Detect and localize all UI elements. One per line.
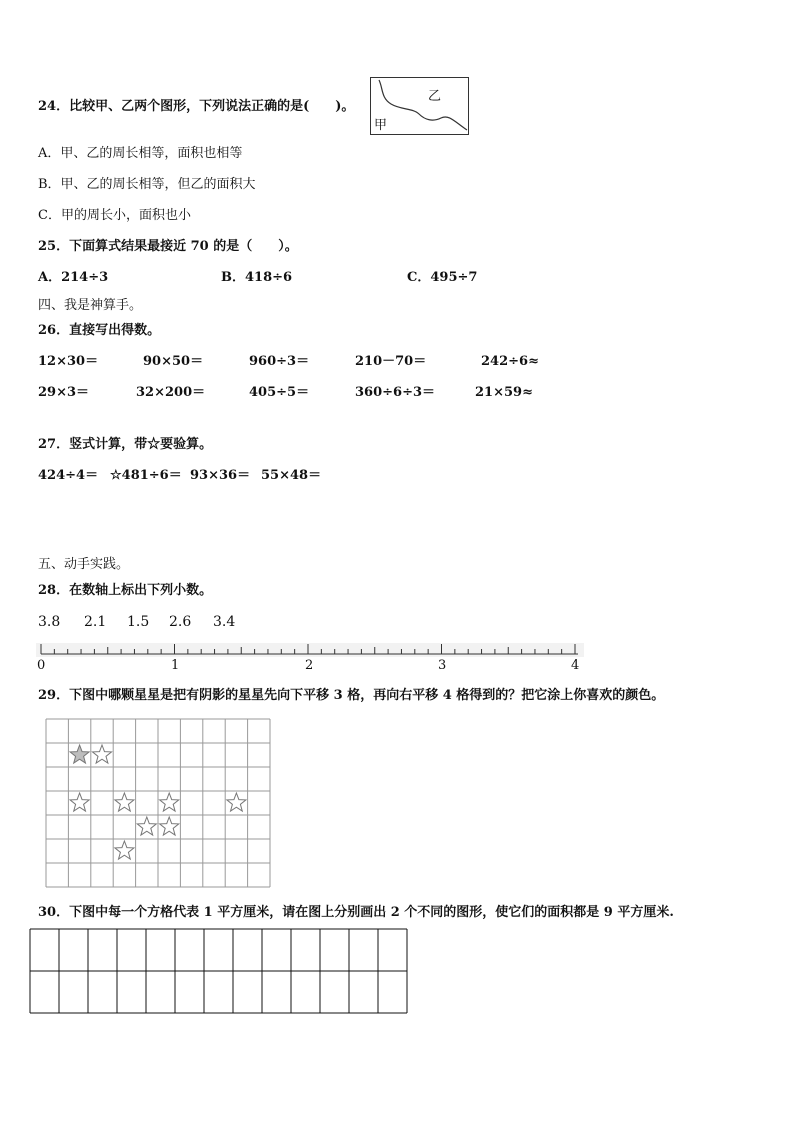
q29-grid-svg xyxy=(45,718,271,888)
q29-star-grid xyxy=(45,718,271,888)
q25-option-b: B．418÷6 xyxy=(221,270,293,285)
q26-item: 21×59≈ xyxy=(475,385,533,400)
q26-item: 405÷5＝ xyxy=(249,385,310,400)
q27-item: 424÷4＝ xyxy=(38,468,99,483)
q24-stem: 24．比较甲、乙两个图形，下列说法正确的是( )。 xyxy=(38,99,355,114)
q26-stem: 26．直接写出得数。 xyxy=(38,323,161,338)
number-line xyxy=(36,643,584,675)
star-icon xyxy=(137,817,156,835)
shaded-star-icon xyxy=(70,745,89,763)
axis-label: 4 xyxy=(571,658,580,673)
axis-label: 3 xyxy=(438,658,447,673)
q28-decimal: 2.6 xyxy=(169,614,192,630)
q26-item: 32×200＝ xyxy=(136,385,206,400)
q28-decimal: 1.5 xyxy=(127,614,150,630)
q26-item: 360÷6÷3＝ xyxy=(355,385,436,400)
q27-stem: 27．竖式计算，带☆要验算。 xyxy=(38,437,213,452)
star-icon xyxy=(92,745,111,763)
section4-title: 四、我是神算手。 xyxy=(38,298,143,313)
star-icon xyxy=(227,793,246,811)
q28-decimal: 3.4 xyxy=(213,614,236,630)
q24-label-yi: 乙 xyxy=(428,89,442,104)
q26-item: 960÷3＝ xyxy=(249,354,310,369)
number-line-band xyxy=(36,643,584,657)
q25-option-c: C．495÷7 xyxy=(407,270,478,285)
section5-title: 五、动手实践。 xyxy=(38,557,130,572)
star-icon xyxy=(115,793,134,811)
q28-decimal: 3.8 xyxy=(38,614,61,630)
q30-square-grid xyxy=(29,928,408,1014)
star-icon xyxy=(160,793,179,811)
q26-item: 29×3＝ xyxy=(38,385,90,400)
q27-item: 93×36＝ xyxy=(190,468,251,483)
q28-decimal: 2.1 xyxy=(84,614,107,630)
axis-label: 0 xyxy=(37,658,46,673)
q24-label-jia: 甲 xyxy=(374,118,388,133)
star-icon xyxy=(160,817,179,835)
axis-label: 2 xyxy=(305,658,314,673)
q27-item: ☆481÷6＝ xyxy=(110,468,182,483)
star-icon xyxy=(115,841,134,859)
q26-item: 90×50＝ xyxy=(143,354,204,369)
q30-stem: 30．下图中每一个方格代表 1 平方厘米，请在图上分别画出 2 个不同的图形，使它们的面积都是 9 平方厘米. xyxy=(38,905,674,920)
q30-grid-svg xyxy=(29,928,408,1014)
q25-option-a: A．214÷3 xyxy=(38,270,109,285)
star-icon xyxy=(70,793,89,811)
q26-item: 242÷6≈ xyxy=(481,354,539,369)
q28-stem: 28．在数轴上标出下列小数。 xyxy=(38,583,213,598)
q26-item: 210－70＝ xyxy=(355,354,427,369)
q24-option-a: A．甲、乙的周长相等，面积也相等 xyxy=(38,146,243,161)
q26-item: 12×30＝ xyxy=(38,354,99,369)
axis-label: 1 xyxy=(171,658,180,673)
q27-item: 55×48＝ xyxy=(261,468,322,483)
q24-option-c: C．甲的周长小，面积也小 xyxy=(38,208,191,223)
q24-option-b: B．甲、乙的周长相等，但乙的面积大 xyxy=(38,177,256,192)
q29-stem: 29．下图中哪颗星星是把有阴影的星星先向下平移 3 格，再向右平移 4 格得到的？把它涂上你喜欢的颜色。 xyxy=(38,688,665,703)
q24-figure xyxy=(370,77,469,135)
q25-stem: 25．下面算式结果最接近 70 的是（ ）。 xyxy=(38,239,298,254)
